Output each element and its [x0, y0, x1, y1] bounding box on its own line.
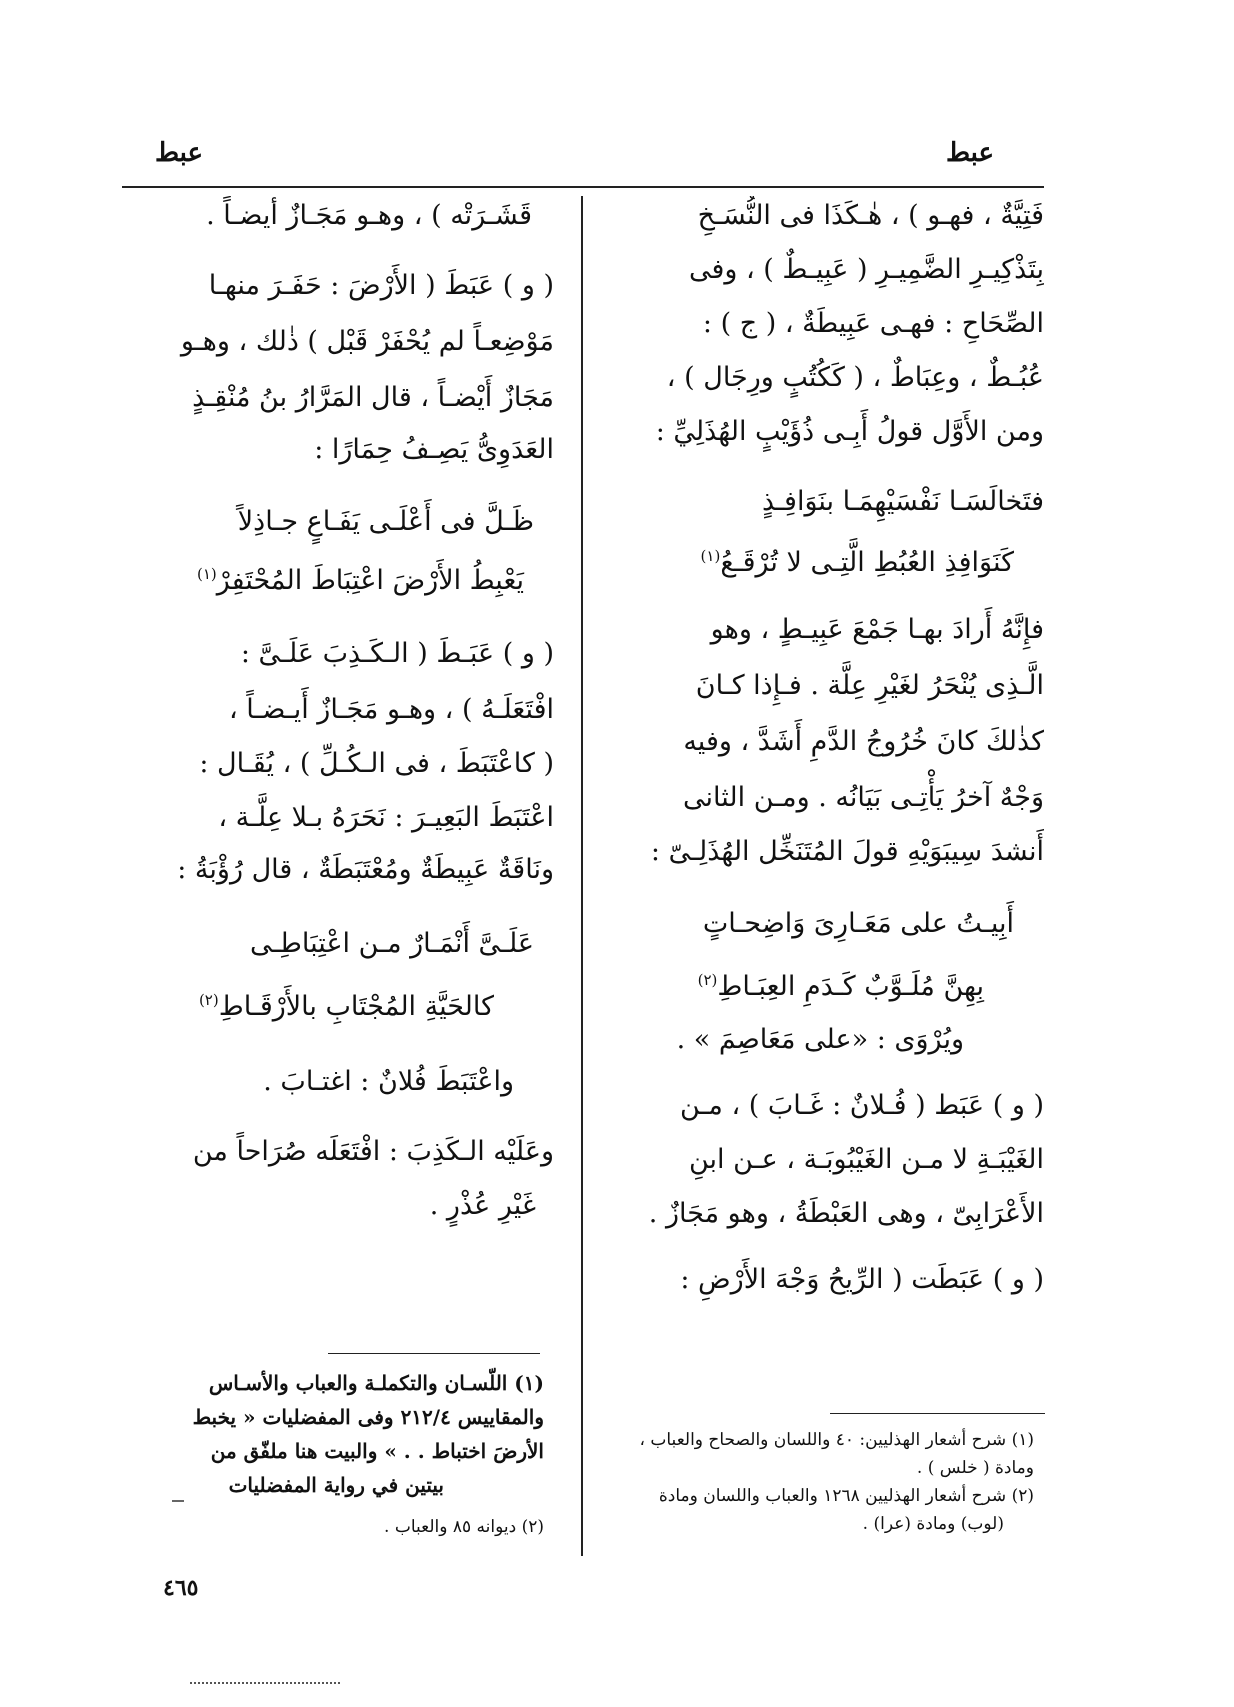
verse-hemistich: [698, 960, 984, 1007]
text-line: ( و ) عَبَط ( فُـلانٌ : غَـابَ ) ، مـن: [679, 1090, 1044, 1121]
text-line: أَنشدَ سِيبَوَيْهِ قولَ المُتَنَخِّل الهُذَلِـىّ :: [650, 836, 1044, 867]
text-line: قَشَـرَتْه ) ، وهـو مَجَـازٌ أَيضـاً .: [206, 200, 532, 231]
text-line: ( كاعْتَبَطَ ، فى الـكُـلِّ ) ، يُقَـال :: [199, 748, 554, 779]
footnote-line: الأرضَ اختباط . . » والبيت هنا ملفّق من: [210, 1439, 544, 1463]
text-line: مَوْضِعـاً لم يُحْفَرْ قَبْل ) ذٰلك ، وهـو: [180, 326, 554, 357]
hemistich-text: يَعْبِطُ الأَرْضَ اعْتِبَاطَ المُحْتَفِرْ: [216, 565, 524, 596]
text-line: الغَيْبَـةِ لا مـن الغَيْبُوبَـة ، عـن ابنِ: [688, 1144, 1044, 1175]
footnote-line: (١) اللّسـان والتكملـة والعباب والأسـاس: [208, 1371, 544, 1395]
text-line: وَجْهٌ آخرُ يَأْتِـى بَيَانُه . ومـن الثانى: [682, 782, 1044, 813]
verse-hemistich: [199, 980, 494, 1027]
footnote-rule: [830, 1413, 1045, 1414]
hemistich-text: بِهِنَّ مُلَـوَّبٌ كَـدَمِ العِبَـاطِ: [717, 971, 984, 1002]
text-line: ( و ) عَبَطَ ( الأَرْضَ : حَفَـرَ منهـا: [208, 270, 554, 301]
verse-hemistich: ظَـلَّ فى أَعْلَـى يَفَـاعٍ جـاذِلاً: [237, 506, 534, 537]
text-line: الأَعْرَابِىّ ، وهى العَبْطَةُ ، وهو مَجَازٌ .: [648, 1198, 1044, 1229]
text-line: ونَاقَةٌ عَبِيطَةٌ ومُعْتَبَطَةٌ ، قال رُؤْبَةُ :: [177, 854, 554, 885]
text-line: وعَلَيْه الـكَذِبَ : افْتَعَلَه صُرَاحاً من: [192, 1136, 554, 1167]
running-head-right: عبط: [945, 138, 994, 168]
text-line: ( و ) عَبَـطَ ( الـكَـذِبَ عَلَـىَّ :: [240, 638, 554, 669]
left-column: [122, 196, 554, 1346]
text-line: واعْتَبَطَ فُلانٌ : اغتـابَ .: [263, 1066, 514, 1097]
footnote-ref: (٢): [697, 971, 718, 989]
ink-speck: [172, 1500, 184, 1502]
page-number: ٤٦٥: [163, 1575, 199, 1601]
bottom-edge-text-fragment: [190, 1682, 340, 1690]
hemistich-text: كَنَوَافِذِ العُبُطِ الَّتِـى لا تُرْقَـعُ: [720, 547, 1014, 578]
verse-hemistich: عَلَـىَّ أَنْمَـارٌ مـن اعْتِبَاطِـى: [250, 928, 534, 959]
verse-hemistich: فتَخالَسَـا نَفْسَيْهِمَـا بنَوَافِـذٍ: [761, 486, 1044, 517]
verse-hemistich: [701, 536, 1014, 583]
footnote-line: بيتين في رواية المفضليات: [228, 1473, 444, 1497]
header-rule: [122, 186, 1044, 188]
footnote-line: ومادة ( خلس ) .: [916, 1458, 1034, 1478]
footnote-line: (لوب) ومادة (عرا) .: [862, 1514, 1004, 1534]
running-head-left: عبط: [155, 138, 204, 168]
text-line: كذٰلكَ كانَ خُرُوجُ الدَّمِ أَشَدَّ ، وفيه: [683, 726, 1044, 757]
footnote-line: (٢) شرح أشعار الهذليين ١٢٦٨ والعباب واللسان ومادة: [658, 1486, 1034, 1506]
text-line: ومن الأَوَّل قولُ أَبِـى ذُؤَيْبٍ الهُذَلِيِّ :: [655, 416, 1044, 447]
text-line: بِتَذْكِيـرِ الضَّمِيـرِ ( عَبِيـطٌ ) ، وفى: [688, 254, 1044, 285]
text-line: اعْتَبَطَ البَعِيـرَ : نَحَرَهُ بـلا عِلَّـة ،: [218, 802, 554, 833]
right-column: [612, 196, 1044, 1346]
footnote-line: (١) شرح أشعار الهذليين: ٤٠ واللسان والصحاح والعباب ،: [639, 1430, 1034, 1450]
text-line: مَجَازٌ أَيْضـاً ، قال المَرَّارُ بنُ مُنْقِـذٍ: [192, 382, 554, 413]
verse-hemistich: أَبِيـتُ على مَعَـارِىَ وَاضِحـاتٍ: [702, 908, 1014, 939]
footnote-rule: [328, 1353, 540, 1354]
text-line: ( و ) عَبَطَت ( الرِّيحُ وَجْهَ الأَرْضِ :: [680, 1264, 1044, 1295]
footnote-ref: (١): [700, 547, 721, 565]
text-line: فَتِيَّةٌ ، فهـو ) ، هٰـكَذَا فى النُّسَـخِ: [697, 200, 1044, 231]
footnote-line: (٢) ديوانه ٨٥ والعباب .: [384, 1517, 544, 1537]
text-line: غَيْرِ عُذْرٍ .: [429, 1190, 536, 1221]
footnote-line: والمقاييس ٢١٢/٤ وفى المفضليات « يخبط: [192, 1405, 544, 1429]
text-line: العَدَوِىُّ يَصِـفُ حِمَارًا :: [314, 434, 554, 465]
text-line: فإِنَّهُ أَرادَ بهـا جَمْعَ عَبِيـطٍ ، وهو: [710, 614, 1044, 645]
text-line: الصِّحَاحِ : فهـى عَبِيطَةٌ ، ( ج ) :: [702, 308, 1044, 339]
verse-hemistich: [197, 554, 524, 601]
footnote-ref: (١): [197, 565, 217, 583]
riwaya-line: ويُرْوَى : «على مَعَاصِمَ » .: [676, 1024, 964, 1055]
hemistich-text: كالحَيَّةِ المُجْتَابِ بالأَرْقَـاطِ: [218, 991, 494, 1022]
footnote-ref: (٢): [198, 991, 219, 1009]
text-line: الَّـذِى يُنْحَرُ لغَيْرِ عِلَّة . فـإِذا كـانَ: [695, 670, 1044, 701]
text-line: افْتَعَلَـهُ ) ، وهـو مَجَـازٌ أَيـضـاً ،: [228, 694, 554, 725]
text-line: عُبُـطٌ ، وعِبَاطٌ ، ( كَكُتُبٍ ورِجَال ) ،: [666, 362, 1044, 393]
column-divider: [581, 196, 583, 1556]
